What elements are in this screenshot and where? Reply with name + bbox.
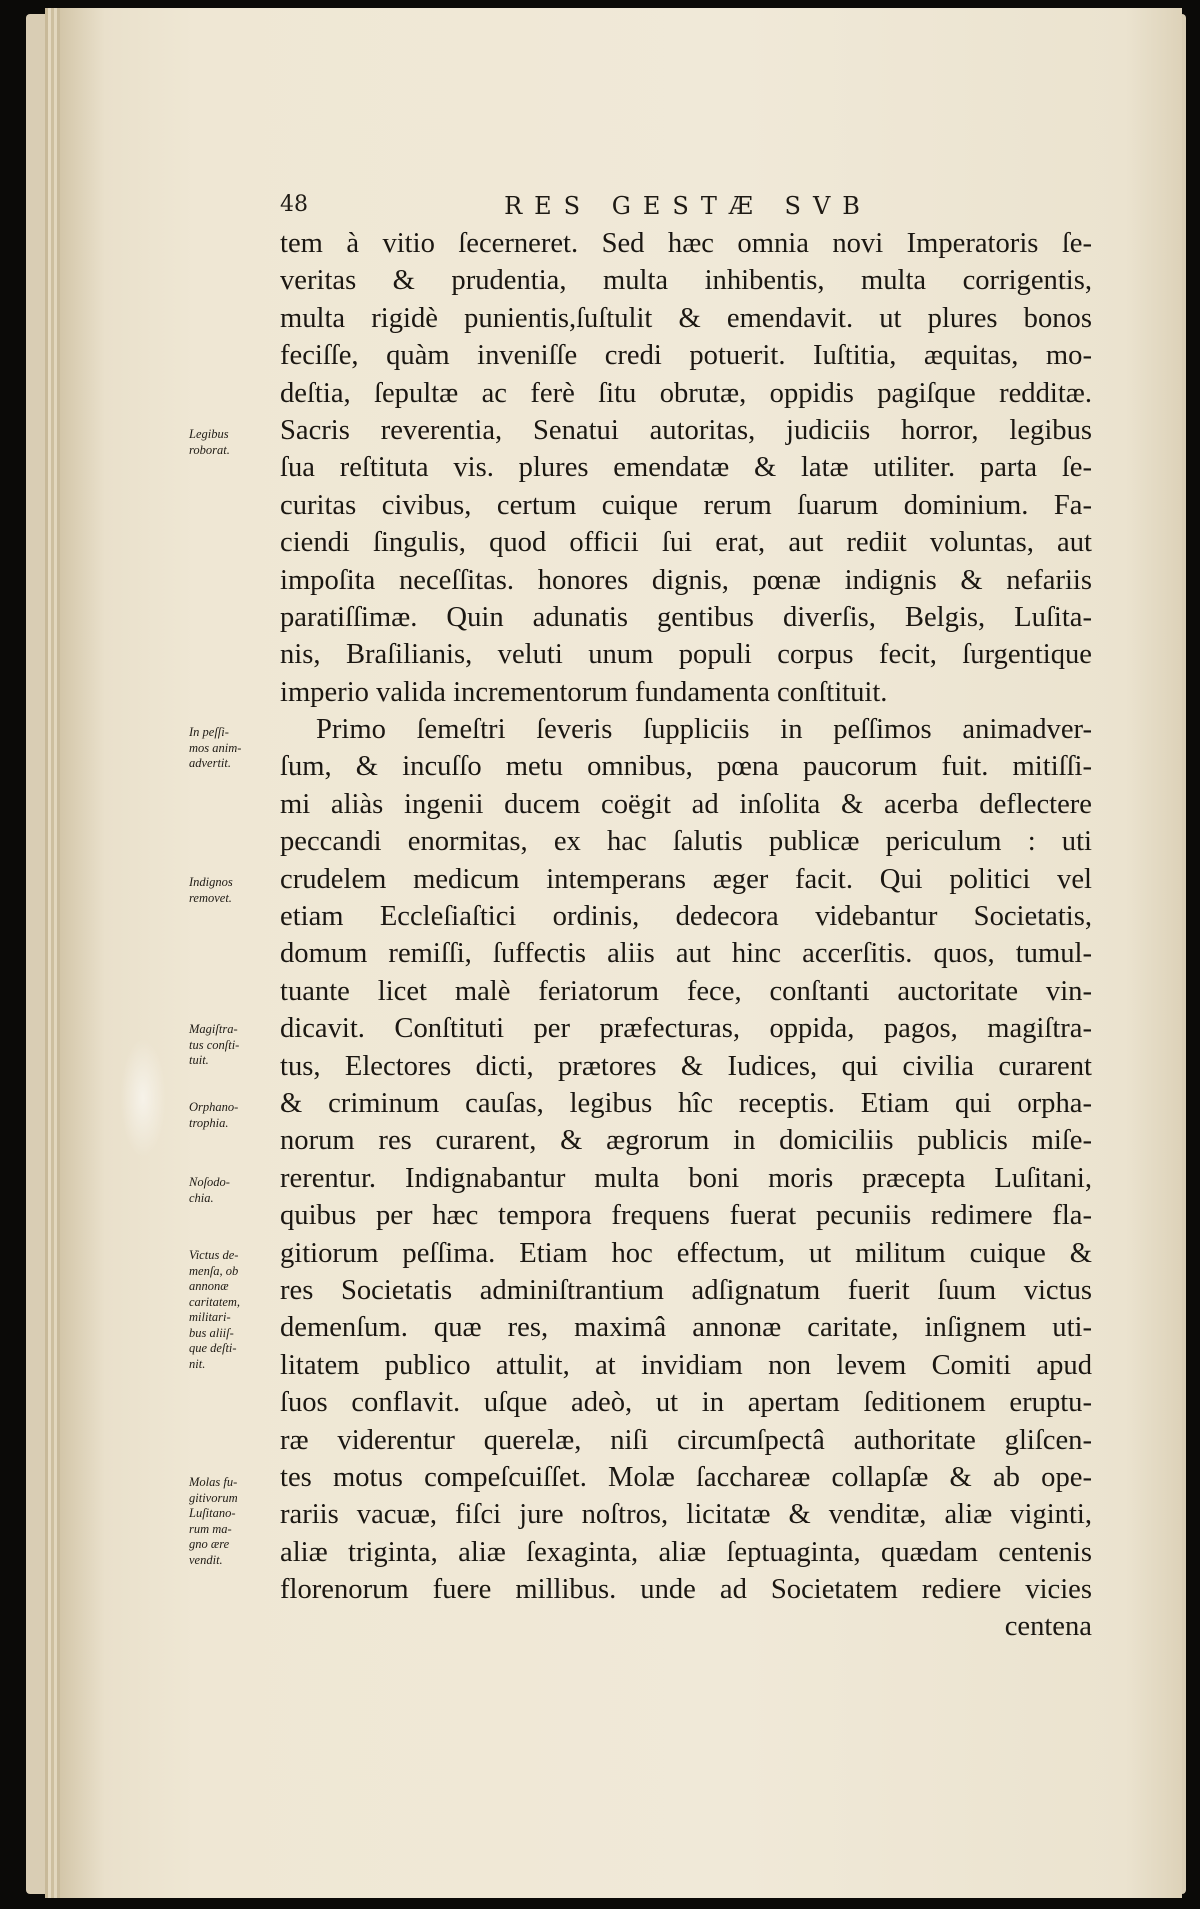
- text-line: etiam Eccleſiaſtici ordinis, dedecora videbantur Societatis,: [280, 901, 1092, 933]
- text-line: ſua reſtituta vis. plures emendatæ & latæ utiliter. parta ſe-: [280, 452, 1092, 484]
- text-line: curitas civibus, certum cuique rerum ſuarum dominium. Fa-: [280, 489, 1092, 521]
- text-line: paratiſſimæ. Quin adunatis gentibus diverſis, Belgis, Luſita-: [280, 601, 1092, 633]
- text-line: Sacris reverentia, Senatui autoritas, judiciis horror, legibus: [280, 414, 1092, 446]
- text-line: aliæ triginta, aliæ ſexaginta, aliæ ſeptuaginta, quædam centenis: [280, 1536, 1092, 1568]
- marginal-note: Orphano- trophia.: [189, 1100, 239, 1130]
- text-line: dicavit. Conſtituti per præfecturas, oppida, pagos, magiſtra-: [280, 1013, 1092, 1045]
- text-line: quibus per hæc tempora frequens fuerat pecuniis redimere fla-: [280, 1200, 1092, 1232]
- text-line: mi aliàs ingenii ducem coëgit ad inſolita & acerba deflectere: [280, 788, 1092, 820]
- page-header: [280, 192, 1096, 222]
- text-line: veritas & prudentia, multa inhibentis, multa corrigentis,: [280, 265, 1092, 297]
- text-line: litatem publico attulit, at invidiam non levem Comiti apud: [280, 1349, 1092, 1381]
- marginal-note: Victus de- menſa, ob annonæ caritatem, militari- bus aliiſ- que deſti- nit.: [189, 1248, 241, 1371]
- text-line: ræ viderentur querelæ, niſi circumſpectâ authoritate gliſcen-: [280, 1424, 1092, 1456]
- text-line: crudelem medicum intemperans æger facit. Qui politici vel: [280, 863, 1092, 895]
- page-number: 48: [280, 192, 308, 217]
- text-line: tus, Electores dicti, prætores & Iudices, qui civilia curarent: [280, 1050, 1092, 1082]
- catchword: centena: [1004, 1611, 1092, 1643]
- marginal-note: Magiſtra- tus conſti- tuit.: [189, 1022, 240, 1067]
- text-line: impoſita neceſſitas. honores dignis, pœnæ indignis & nefariis: [280, 564, 1092, 596]
- running-title: RES GESTÆ SVB: [504, 192, 872, 220]
- text-line: & criminum cauſas, legibus hîc receptis. Etiam qui orpha-: [280, 1087, 1092, 1119]
- text-line: deſtia, ſepultæ ac ferè ſitu obrutæ, oppidis pagiſque redditæ.: [280, 377, 1092, 409]
- text-line: rerentur. Indignabantur multa boni moris præcepta Luſitani,: [280, 1162, 1092, 1194]
- text-line: norum res curarent, & ægrorum in domiciliis publicis miſe-: [280, 1125, 1092, 1157]
- text-line: domum remiſſi, ſuffectis aliis aut hinc accerſitis. quos, tumul-: [280, 938, 1092, 970]
- text-line: rariis vacuæ, fiſci jure noſtros, licitatæ & venditæ, aliæ viginti,: [280, 1499, 1092, 1531]
- text-line: gitiorum peſſima. Etiam hoc effectum, ut militum cuique &: [280, 1237, 1092, 1269]
- marginal-note: Indignos removet.: [189, 875, 233, 905]
- text-line: ciendi ſingulis, quod officii ſui erat, aut rediit voluntas, aut: [280, 527, 1092, 559]
- text-line: tem à vitio ſecerneret. Sed hæc omnia novi Imperatoris ſe-: [280, 228, 1092, 259]
- marginal-note: Molas fu- gitivorum Luſitano- rum ma- gno ære vendit.: [189, 1475, 238, 1567]
- text-line: demenſum. quæ res, maximâ annonæ caritate, inſignem uti-: [280, 1312, 1092, 1344]
- text-line: res Societatis adminiſtrantium adſignatum fuerit ſuum victus: [280, 1274, 1092, 1306]
- main-text: [280, 225, 1092, 1646]
- marginal-note: Noſodo- chia.: [189, 1175, 230, 1205]
- text-line: ſum, & incuſſo metu omnibus, pœna paucorum fuit. mitiſſi-: [280, 751, 1092, 783]
- text-line: feciſſe, quàm inveniſſe credi potuerit. Iuſtitia, æquitas, mo-: [280, 340, 1092, 372]
- text-line: peccandi enormitas, ex hac ſalutis publicæ periculum : uti: [280, 826, 1092, 858]
- text-line: Primo ſemeſtri ſeveris ſuppliciis in peſſimos animadver-: [316, 714, 1092, 746]
- text-line: imperio valida incrementorum fundamenta conſtituit.: [280, 676, 888, 708]
- text-line: tes motus compeſcuiſſet. Molæ ſacchareæ collapſæ & ab ope-: [280, 1461, 1092, 1493]
- marginal-note: In peſſi- mos anim- advertit.: [189, 725, 242, 770]
- text-line: florenorum fuere millibus. unde ad Societatem rediere vicies: [280, 1574, 1092, 1606]
- text-line: tuante licet malè feriatorum fece, conſtanti auctoritate vin-: [280, 975, 1092, 1007]
- marginal-note: Legibus roborat.: [189, 427, 230, 457]
- text-line: ſuos conflavit. uſque adeò, ut in apertam ſeditionem eruptu-: [280, 1387, 1092, 1419]
- text-line: multa rigidè punientis,ſuſtulit & emendavit. ut plures bonos: [280, 302, 1092, 334]
- text-line: nis, Braſilianis, veluti unum populi corpus fecit, ſurgentique: [280, 639, 1092, 671]
- paper-stain: [120, 1038, 166, 1158]
